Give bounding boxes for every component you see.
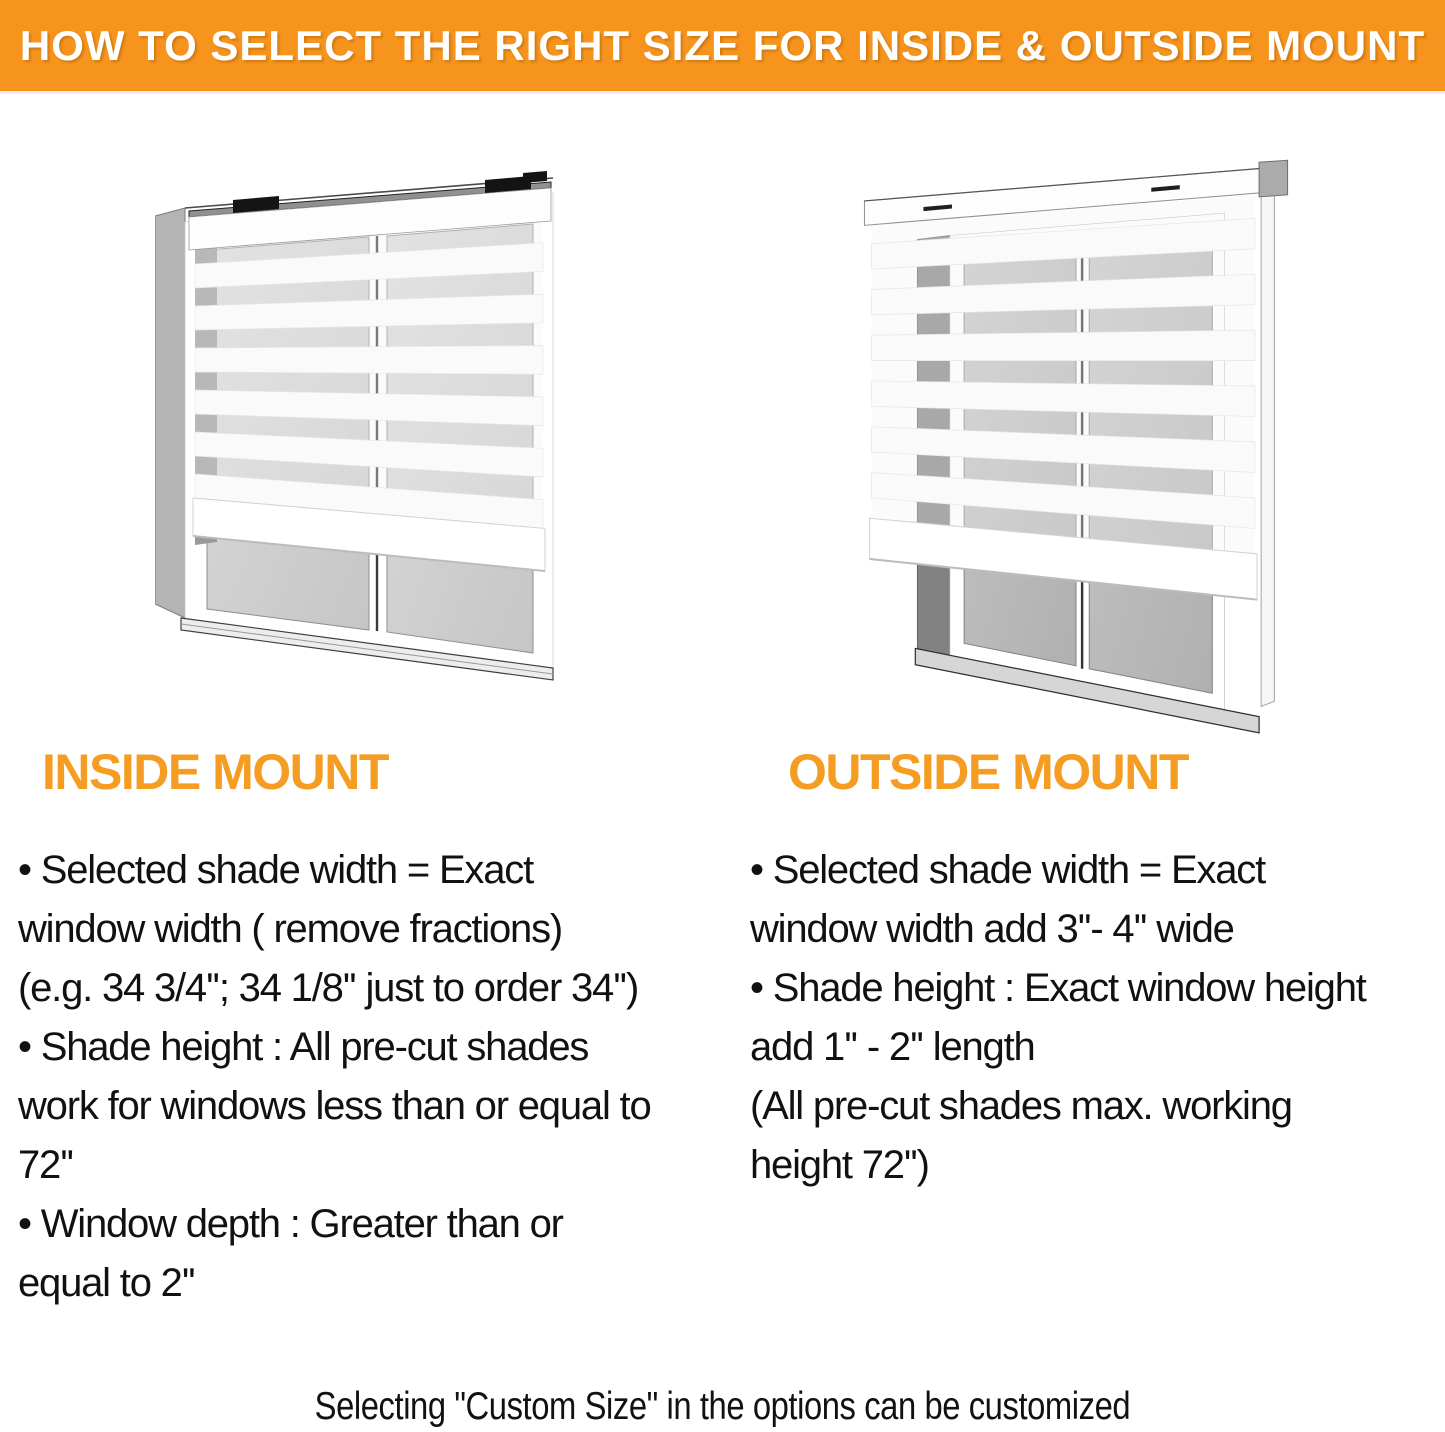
bullet-line: work for windows less than or equal to xyxy=(18,1084,651,1128)
inside-mount-illustration xyxy=(155,152,555,697)
bullet-line: equal to 2'' xyxy=(18,1261,195,1305)
outside-mount-illustration xyxy=(856,146,1294,741)
bullet-line: • Shade height : Exact window height xyxy=(750,966,1366,1010)
outside-mount-instructions xyxy=(750,841,1366,1195)
bullet-line: (All pre-cut shades max. working xyxy=(750,1084,1292,1128)
inside-mount-instructions xyxy=(18,841,651,1313)
bullet-line: 72'' xyxy=(18,1143,73,1187)
outside-mount-heading: OUTSIDE MOUNT xyxy=(788,744,1188,800)
header-title: HOW TO SELECT THE RIGHT SIZE FOR INSIDE & OUTSIDE MOUNT xyxy=(19,21,1426,69)
custom-size-note xyxy=(0,1384,1445,1430)
bullet-line: • Shade height : All pre-cut shades xyxy=(18,1025,589,1069)
bullet-line: height 72'') xyxy=(750,1143,929,1187)
bullet-line: add 1'' - 2'' length xyxy=(750,1025,1035,1069)
side-channel xyxy=(1261,193,1274,707)
inside-mount-heading: INSIDE MOUNT xyxy=(42,744,388,800)
bullet-line: window width ( remove fractions) xyxy=(18,907,563,951)
end-cap xyxy=(1259,160,1287,197)
header-banner xyxy=(0,0,1445,94)
bullet-line: • Selected shade width = Exact xyxy=(750,848,1265,892)
bullet-line: • Selected shade width = Exact xyxy=(18,848,533,892)
zebra-shade-fabric xyxy=(193,220,545,571)
bullet-line: (e.g. 34 3/4''; 34 1/8'' just to order 34'') xyxy=(18,966,639,1010)
bracket-icon xyxy=(523,171,547,183)
custom-size-note-text: Selecting "Custom Size" in the options can be customized xyxy=(314,1385,1131,1428)
bullet-line: • Window depth : Greater than or xyxy=(18,1202,563,1246)
bullet-line: window width add 3''- 4'' wide xyxy=(750,907,1234,951)
zebra-shade-fabric xyxy=(870,195,1258,600)
